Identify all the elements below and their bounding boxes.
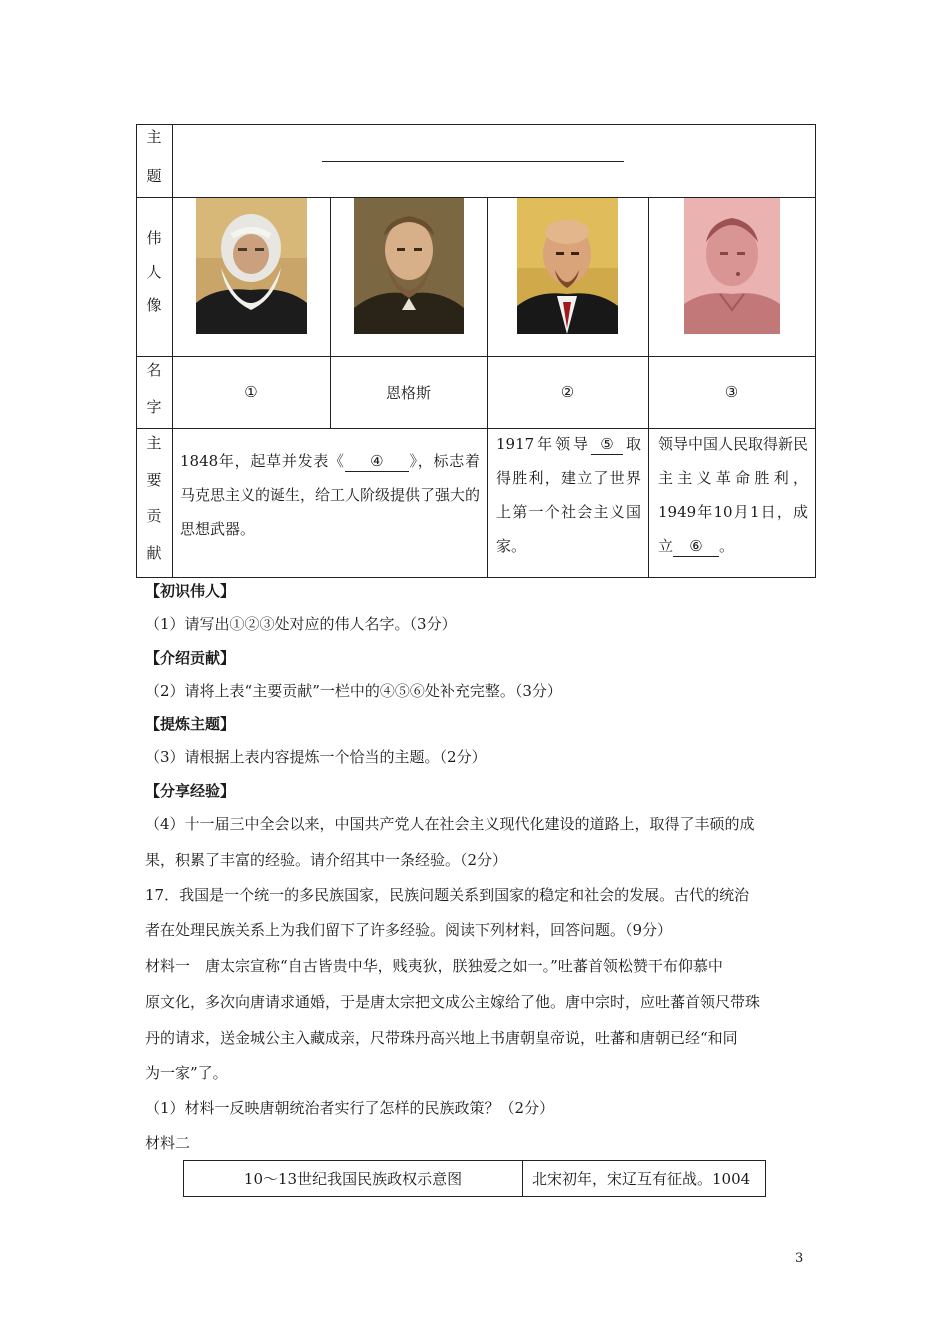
portrait-lenin [517, 198, 618, 334]
question-17-1: （1）材料一反映唐朝统治者实行了怎样的民族政策？（2分） [145, 1099, 555, 1117]
row-label-theme [136, 130, 172, 184]
contrib-text: 取得胜利，建立了世界上第一个社会主义国家。 [496, 435, 641, 555]
label-char: 像 [146, 296, 162, 314]
question-4-line: 果，积累了丰富的经验。请介绍其中一条经验。（2分） [145, 851, 508, 869]
material-2-table [183, 1160, 766, 1197]
question-4-line: （4）十一届三中全会以来，中国共产党人在社会主义现代化建设的道路上，取得了丰硕的成 [145, 815, 755, 833]
section-heading: 【介绍贡献】 [145, 649, 236, 667]
label-char: 主 [146, 434, 162, 452]
section-heading: 【提炼主题】 [145, 715, 236, 733]
label-char: 要 [146, 470, 162, 489]
name-2: 恩格斯 [385, 383, 431, 402]
material-2-cell-1 [184, 1161, 523, 1196]
label-char: 主 [146, 128, 162, 146]
material-1-line: 丹的请求，送金城公主入藏成亲，尺带珠丹高兴地上书唐朝皇帝说，吐蕃和唐朝已经“和同 [145, 1029, 738, 1047]
label-char: 人 [146, 262, 162, 281]
label-char: 题 [146, 167, 162, 185]
page-number: 3 [795, 1251, 804, 1266]
material-2-cell-2 [523, 1161, 765, 1196]
problem-17-line: 17．我国是一个统一的多民族国家，民族问题关系到国家的稳定和社会的发展。古代的统治 [145, 886, 750, 904]
name-4: ③ [724, 383, 739, 401]
label-char: 伟 [146, 229, 162, 247]
section-heading: 【初识伟人】 [145, 582, 236, 600]
material-1-line: 原文化，多次向唐请求通婚，于是唐太宗把文成公主嫁给了他。唐中宗时，应吐蕃首领尺带珠 [145, 993, 761, 1011]
name-cell-1 [172, 356, 330, 428]
label-char: 献 [146, 543, 162, 562]
portrait-mao [684, 198, 780, 334]
label-char: 字 [146, 398, 162, 416]
name-cell-3 [487, 356, 648, 428]
row-label-name [136, 363, 172, 415]
portrait-engels [354, 198, 464, 334]
material-2-label: 材料二 [145, 1134, 191, 1152]
question-2: （2）请将上表“主要贡献”一栏中的④⑤⑥处补充完整。（3分） [145, 682, 562, 700]
table-border-right [815, 124, 816, 578]
contrib-text: 。 [719, 537, 735, 555]
section-heading: 【分享经验】 [145, 782, 236, 800]
cell-text: 10～13世纪我国民族政权示意图 [243, 1170, 463, 1188]
material-1-line: 为一家”了。 [145, 1064, 228, 1082]
name-cell-4 [648, 356, 815, 428]
label-char: 贡 [146, 507, 162, 526]
row-label-contribution [136, 436, 172, 561]
question-3: （3）请根据上表内容提炼一个恰当的主题。（2分） [145, 748, 487, 766]
contribution-1 [180, 444, 480, 546]
portrait-marx [196, 198, 307, 334]
contrib-text: 领导中国人民取得新民主主义革命胜利，1949年10月1日，成立 [658, 435, 809, 555]
material-1-line: 材料一 唐太宗宣称“自古皆贵中华，贱夷狄，朕独爱之如一。”吐蕃首领松赞干布仰慕中 [145, 957, 723, 975]
name-1: ① [244, 383, 258, 401]
problem-17-line: 者在处理民族关系上为我们留下了许多经验。阅读下列材料，回答问题。（9分） [145, 921, 673, 939]
table-border-top [136, 124, 816, 125]
table-border-bottom [136, 577, 816, 578]
table-label-divider [172, 124, 173, 578]
name-3: ② [560, 383, 575, 401]
name-cell-2 [330, 356, 487, 428]
contribution-3 [658, 427, 808, 563]
label-char: 名 [146, 361, 162, 379]
cell-text: 北宋初年，宋辽互有征战。1004 [532, 1170, 751, 1188]
contrib-text: 1917年领导 [496, 435, 592, 453]
contrib-text: 》，标志着马克思主义的诞生，给工人阶级提供了强大的思想武器。 [180, 452, 481, 538]
row-label-portrait [136, 231, 172, 313]
theme-answer-line [322, 161, 624, 162]
contribution-2 [496, 427, 641, 563]
contrib-text: 1848年，起草并发表《 [180, 452, 345, 470]
blank-6: ⑥ [673, 536, 719, 557]
blank-5: ⑤ [591, 434, 623, 455]
question-1: （1）请写出①②③处对应的伟人名字。（3分） [145, 615, 457, 633]
blank-4: ④ [345, 451, 409, 472]
